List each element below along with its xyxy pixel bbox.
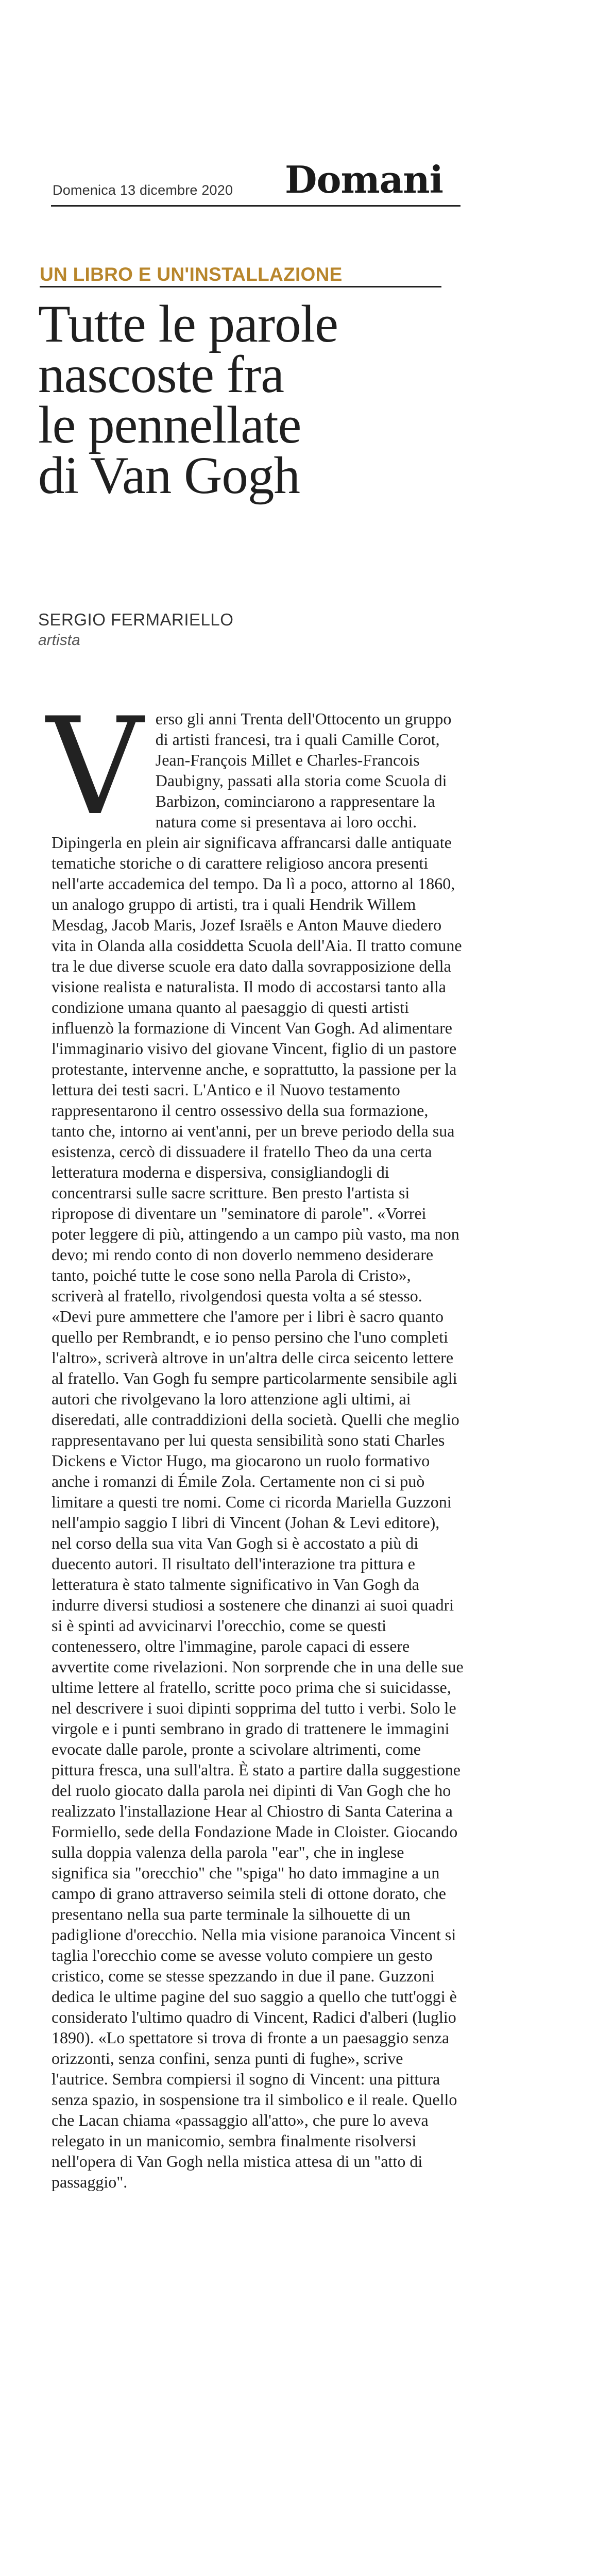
article-body-text: erso gli anni Trenta dell'Ottocento un gruppo di artisti francesi, tra i quali Camille Corot, Jean-François Millet e Charles-Francois Daubigny, passati alla storia come Scuola di Barbizon, cominciarono a rappresentare la natura come si presentava ai loro occhi. Dipingerla en plein air significava affrancarsi dalle antiquate tematiche storiche o di carattere religioso ancora presenti nell'arte accademica del tempo. Da lì a poco, attorno al 1860, un analogo gruppo di artisti, tra i quali Hendrik Willem Mesdag, Jacob Maris, Jozef Israëls e Anton Mauve diedero vita in Olanda alla cosiddetta Scuola dell'Aia. Il tratto comune tra le due diverse scuole era dato dalla sovrapposizione della visione realista e naturalista. Il modo di accostarsi tanto alla condizione umana quanto al paesaggio di questi artisti influenzò la formazione di Vincent Van Gogh. Ad alimentare l'immaginario visivo del giovane Vincent, figlio di un pastore protestante, intervenne anche, e soprattutto, la passione per la lettura dei testi sacri. L'Antico e il Nuovo testamento rappresentarono il centro ossessivo della sua formazione, tanto che, intorno ai vent'anni, per un breve periodo della sua esistenza, cercò di dissuadere il fratello Theo da una certa letteratura moderna e dispersiva, consigliandogli di concentrarsi sulle sacre scritture. Ben presto l'artista si ripropose di diventare un "seminatore di parole". «Vorrei poter leggere di più, attingendo a un campo più vasto, ma non devo; mi rendo conto di non doverlo nemmeno desiderare tanto, poiché tutte le cose sono nella Parola di Cristo», scriverà al fratello, rivolgendosi questa volta a sé stesso. «Devi pure ammettere che l'amore per i libri è sacro quanto quello per Rembrandt, e io penso persino che l'uno completi l'altro», scriverà altrove in un'altra delle circa seicento lettere al fratello. Van Gogh fu sempre particolarmente sensibile agli autori che rivolgevano la loro attenzione agli ultimi, ai diseredati, alle contraddizioni della società. Quelli che meglio rappresentavano per lui questa sensibilità sono stati Charles Dickens e Victor Hugo, ma giocarono un ruolo formativo anche i romanzi di Émile Zola. Certamente non ci si può limitare a questi tre nomi. Come ci ricorda Mariella Guzzoni nell'ampio saggio I libri di Vincent (Johan & Levi editore), nel corso della sua vita Van Gogh si è accostato a più di duecento autori. Il risultato dell'interazione tra pittura e letteratura è stato talmente significativo in Van Gogh da indurre diversi studiosi a sostenere che dinanzi ai suoi quadri si è spinti ad avvicinarvi l'orecchio, come se questi contenessero, oltre l'immagine, parole capaci di essere avvertite come rivelazioni. Non sorprende che in una delle sue ultime lettere al fratello, scritte poco prima che si suicidasse, nel descrivere i suoi dipinti sopprima del tutto i verbi. Solo le virgole e i punti sembrano in grado di trattenere le immagini evocate dalle parole, pronte a scivolare altrimenti, come pittura fresca, una sull'altra. È stato a partire dalla suggestione del ruolo giocato dalla parola nei dipinti di Van Gogh che ho realizzato l'installazione Hear al Chiostro di Santa Caterina a Formiello, sede della Fondazione Made in Cloister. Giocando sulla doppia valenza della parola "ear", che in inglese significa sia "orecchio" che "spiga" ho dato immagine a un campo di grano attraverso seimila steli di ottone dorato, che presentano nella sua parte terminale la silhouette di un padiglione d'orecchio. Nella mia visione paranoica Vincent si taglia l'orecchio come se avesse voluto compiere un gesto cristico, come se stesse spezzando in due il pane. Guzzoni dedica le ultime pagine del suo saggio a quello che tutt'oggi è considerato l'ultimo quadro di Vincent, Radici d'alberi (luglio 1890). «Lo spettatore si trova di fronte a un paesaggio senza orizzonti, senza confini, senza punti di fughe», scrive l'autrice. Sembra compiersi il sogno di Vincent: una pittura senza spazio, in sospensione tra il simbolico e il reale. Quello che Lacan chiama «passaggio all'atto», che pure lo aveva relegato in un manicomio, sembra finalmente risolversi nell'opera di Van Gogh nella mistica attesa di un "atto di passaggio".: [52, 709, 464, 2191]
article-body: [46, 689, 464, 2192]
kicker-divider: [40, 286, 441, 287]
article-headline: [38, 295, 502, 505]
drop-cap: V: [46, 689, 143, 845]
headline-line: di Van Gogh: [38, 446, 300, 505]
article-kicker: UN LIBRO E UN'INSTALLAZIONE: [40, 264, 343, 285]
author-name: SERGIO FERMARIELLO: [38, 610, 234, 629]
headline-line: le pennellate: [38, 396, 301, 454]
headline-line: nascoste fra: [38, 345, 284, 404]
newspaper-masthead: Domani: [285, 158, 443, 201]
masthead-divider: [51, 205, 460, 207]
headline-line: Tutte le parole: [38, 295, 338, 353]
publication-date: Domenica 13 dicembre 2020: [53, 182, 233, 198]
author-role: artista: [38, 632, 80, 649]
